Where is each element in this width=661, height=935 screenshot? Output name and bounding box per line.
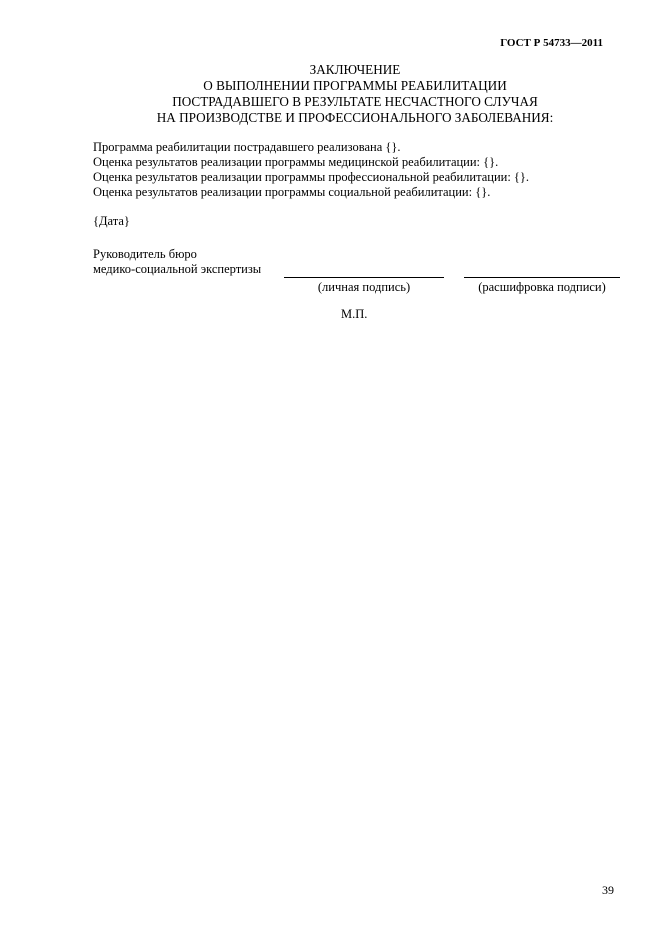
program-status-line: Программа реабилитации пострадавшего реализована {}. [93, 140, 401, 154]
assessment-lines [93, 140, 529, 200]
document-title [60, 62, 650, 126]
title-line-2: О ВЫПОЛНЕНИИ ПРОГРАММЫ РЕАБИЛИТАЦИИ [203, 78, 507, 93]
title-line-3: ПОСТРАДАВШЕГО В РЕЗУЛЬТАТЕ НЕСЧАСТНОГО СЛУЧАЯ [172, 94, 538, 109]
bureau-head-label-line-1: Руководитель бюро [93, 247, 197, 261]
page-number: 39 [602, 883, 614, 897]
title-line-1: ЗАКЛЮЧЕНИЕ [309, 62, 401, 77]
bureau-head-label-line-2: медико-социальной экспертизы [93, 262, 262, 276]
standard-code: ГОСТ Р 54733—2011 [500, 37, 603, 49]
bureau-head-label [93, 247, 261, 277]
stamp-place: М.П. [341, 307, 368, 321]
social-rehab-line: Оценка результатов реализации программы социальной реабилитации: {}. [93, 185, 491, 199]
signature-decode-caption: (расшифровка подписи) [478, 280, 606, 294]
signature-decode-line [464, 277, 620, 278]
personal-signature-line [284, 277, 444, 278]
professional-rehab-line: Оценка результатов реализации программы профессиональной реабилитации: {}. [93, 170, 530, 184]
personal-signature-caption: (личная подпись) [317, 280, 411, 294]
date-placeholder: {Дата} [93, 214, 130, 228]
title-line-4: НА ПРОИЗВОДСТВЕ И ПРОФЕССИОНАЛЬНОГО ЗАБОЛЕВАНИЯ: [156, 110, 554, 125]
medical-rehab-line: Оценка результатов реализации программы медицинской реабилитации: {}. [93, 155, 499, 169]
